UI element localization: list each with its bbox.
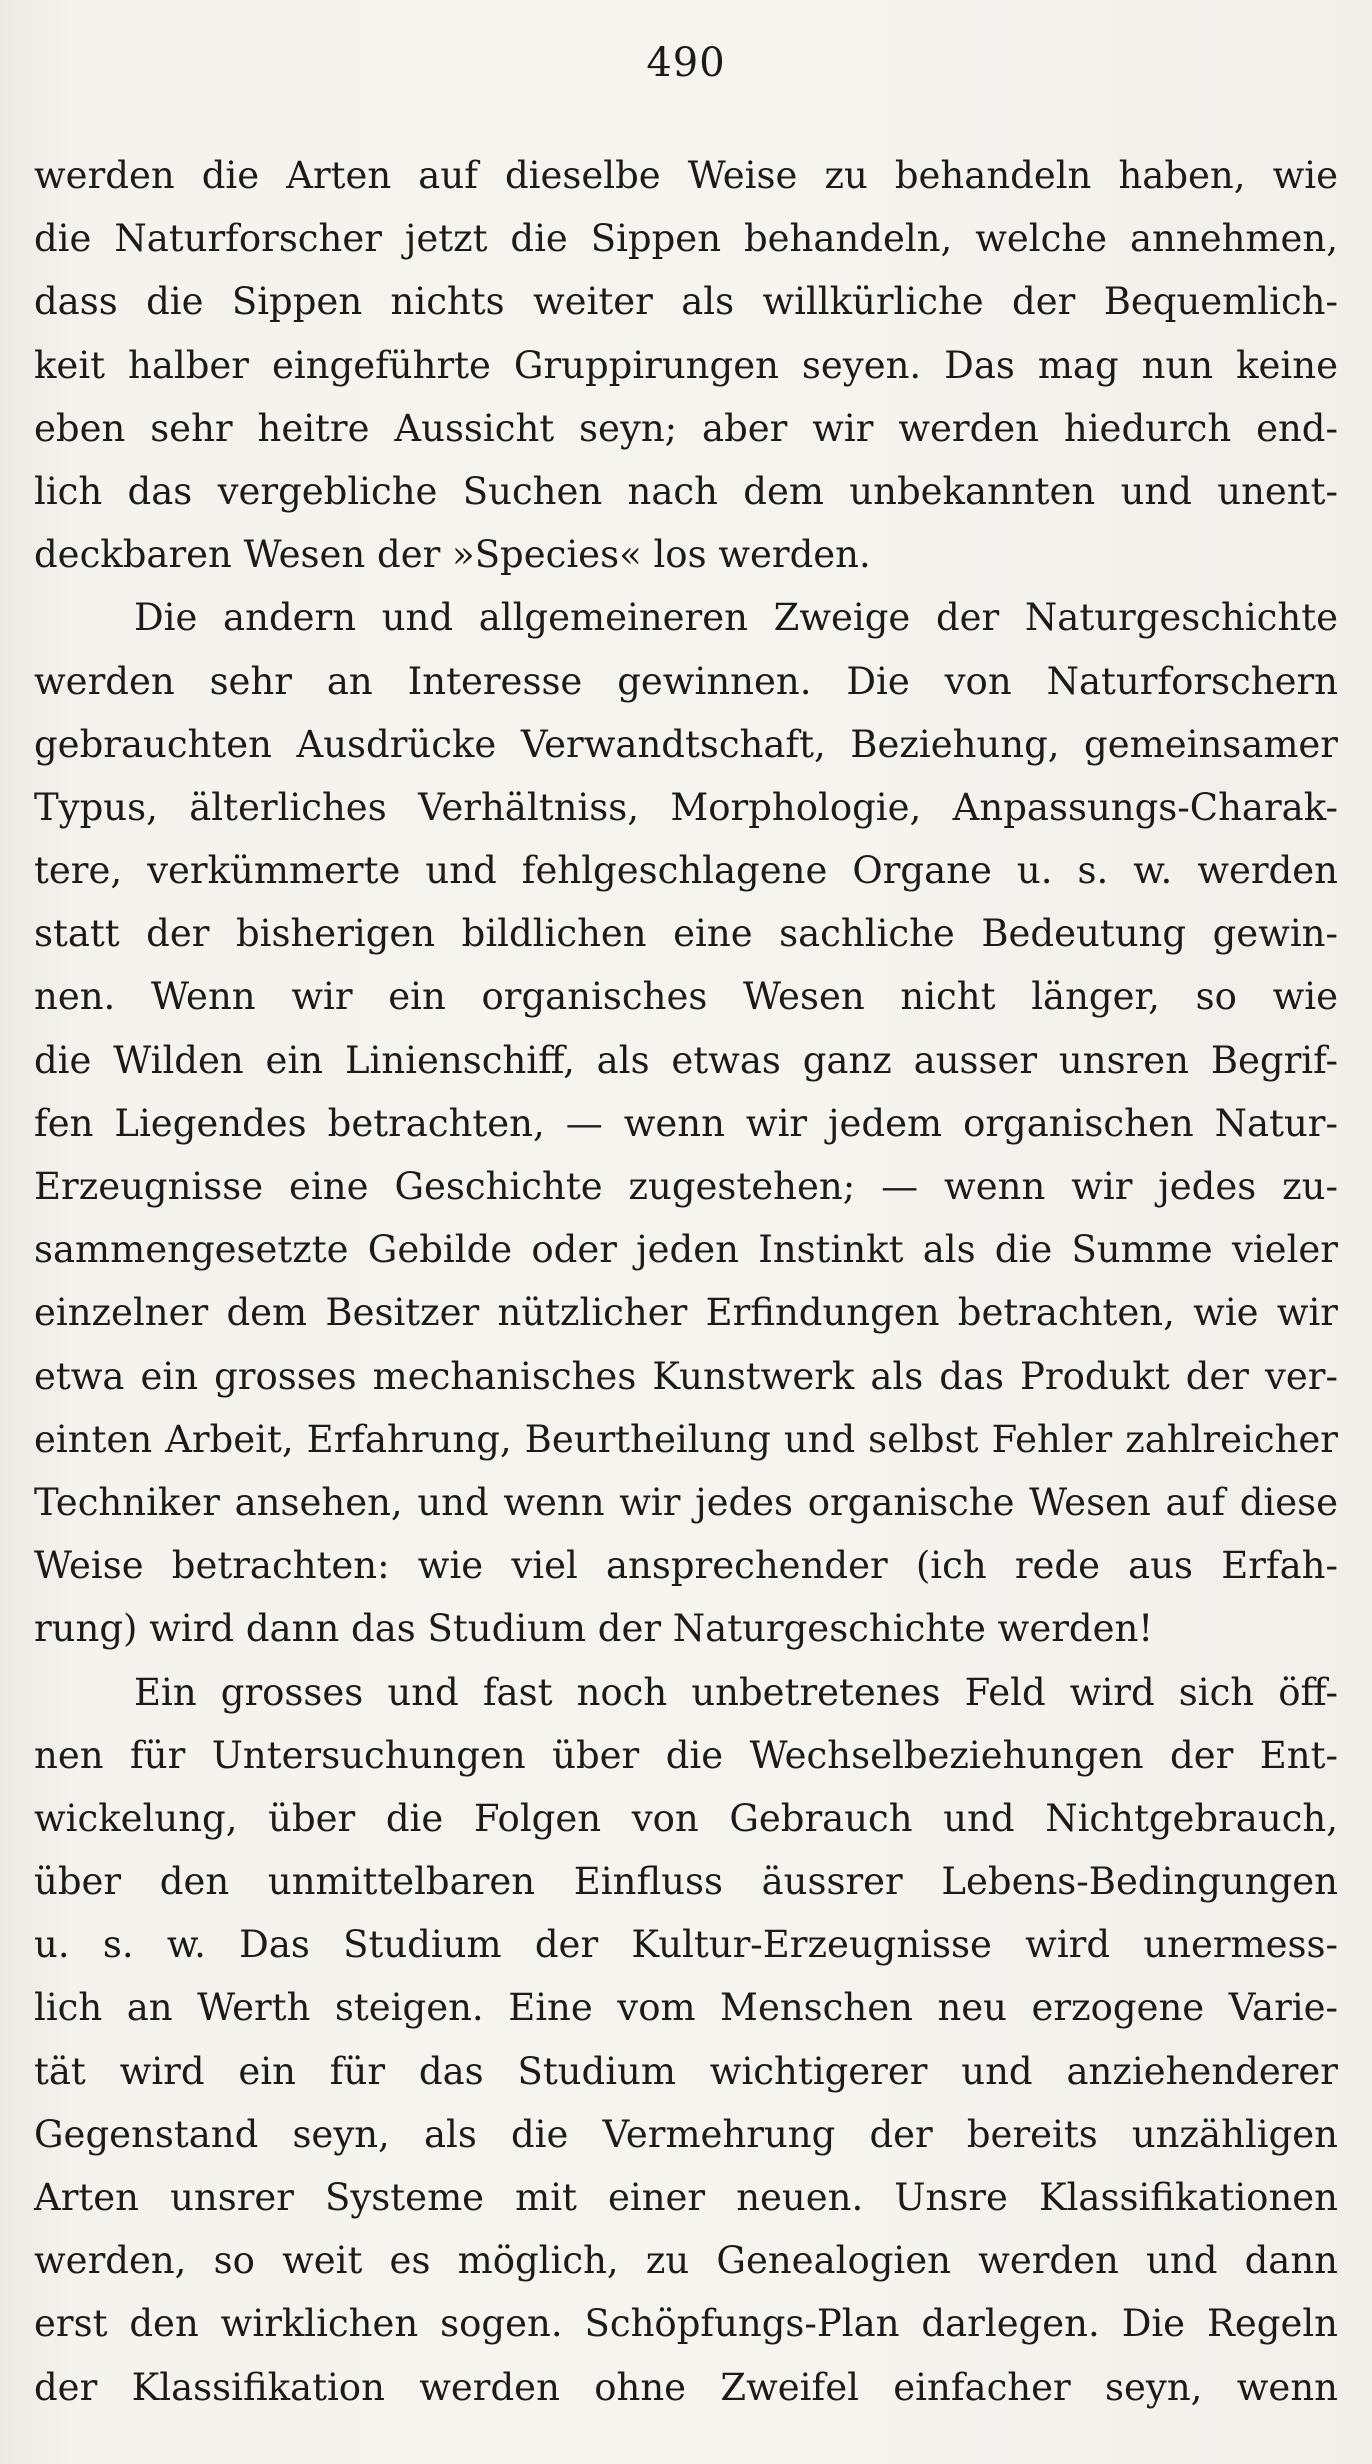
text-line: keit halber eingeführte Gruppirungen seyen. Das mag nun keine	[34, 343, 1338, 387]
text-line: lich das vergebliche Suchen nach dem unbekannten und unent-	[34, 469, 1338, 513]
text-line: werden die Arten auf dieselbe Weise zu behandeln haben, wie	[34, 154, 1338, 197]
text-line: u. s. w. Das Studium der Kultur-Erzeugnisse wird unermess-	[34, 1923, 1338, 1967]
text-line: erst den wirklichen sogen. Schöpfungs-Plan darlegen. Die Regeln	[34, 2302, 1338, 2346]
text-line: rung) wird dann das Studium der Naturgeschichte werden!	[34, 1607, 1154, 1651]
text-line: wickelung, über die Folgen von Gebrauch und Nichtgebrauch,	[34, 1796, 1338, 1840]
text-line: einzelner dem Besitzer nützlicher Erfindungen betrachten, wie wir	[34, 1291, 1338, 1335]
text-line: Ein grosses und fast noch unbetretenes Feld wird sich öff-	[134, 1670, 1338, 1714]
text-line: gebrauchten Ausdrücke Verwandtschaft, Beziehung, gemeinsamer	[34, 722, 1338, 766]
text-line: nen für Untersuchungen über die Wechselbeziehungen der Ent-	[34, 1733, 1338, 1777]
text-line: statt der bisherigen bildlichen eine sachliche Bedeutung gewin-	[34, 912, 1338, 956]
text-line: deckbaren Wesen der »Species« los werden.	[34, 533, 871, 577]
text-line: die Wilden ein Linienschiff, als etwas ganz ausser unsren Begrif-	[34, 1038, 1338, 1082]
text-line: Die andern und allgemeineren Zweige der Naturgeschichte	[134, 596, 1338, 640]
text-line: Gegenstand seyn, als die Vermehrung der bereits unzähligen	[34, 2112, 1338, 2156]
text-line: Typus, älterliches Verhältniss, Morphologie, Anpassungs-Charak-	[34, 785, 1338, 829]
body-text	[34, 144, 1338, 2419]
text-line: die Naturforscher jetzt die Sippen behandeln, welche annehmen,	[34, 217, 1338, 261]
paragraph	[34, 144, 1338, 586]
text-line: tät wird ein für das Studium wichtigerer und anziehenderer	[34, 2049, 1338, 2093]
text-line: über den unmittelbaren Einfluss äussrer Lebens-Bedingungen	[34, 1860, 1338, 1904]
text-line: Arten unsrer Systeme mit einer neuen. Unsre Klassifikationen	[34, 2176, 1338, 2219]
text-line: einten Arbeit, Erfahrung, Beurtheilung und selbst Fehler zahlreicher	[34, 1417, 1338, 1461]
page-number: 490	[646, 40, 726, 86]
text-line: sammengesetzte Gebilde oder jeden Instinkt als die Summe vieler	[34, 1228, 1338, 1272]
text-line: werden, so weit es möglich, zu Genealogien werden und dann	[34, 2239, 1338, 2283]
text-line: werden sehr an Interesse gewinnen. Die von Naturforschern	[34, 659, 1338, 703]
text-line: etwa ein grosses mechanisches Kunstwerk als das Produkt der ver-	[34, 1354, 1338, 1398]
text-line: Weise betrachten: wie viel ansprechender (ich rede aus Erfah-	[34, 1544, 1338, 1588]
text-line: Erzeugnisse eine Geschichte zugestehen; — wenn wir jedes zu-	[34, 1165, 1338, 1208]
text-line: dass die Sippen nichts weiter als willkürliche der Bequemlich-	[34, 280, 1338, 324]
text-line: eben sehr heitre Aussicht seyn; aber wir werden hiedurch end-	[34, 406, 1338, 450]
text-line: Techniker ansehen, und wenn wir jedes organische Wesen auf diese	[34, 1480, 1338, 1524]
text-line: nen. Wenn wir ein organisches Wesen nicht länger, so wie	[34, 975, 1338, 1019]
text-line: der Klassifikation werden ohne Zweifel einfacher seyn, wenn	[34, 2365, 1338, 2409]
text-line: tere, verkümmerte und fehlgeschlagene Organe u. s. w. werden	[34, 849, 1338, 893]
text-line: fen Liegendes betrachten, — wenn wir jedem organischen Natur-	[34, 1101, 1338, 1145]
paragraph	[34, 1661, 1338, 2419]
text-line: lich an Werth steigen. Eine vom Menschen neu erzogene Varie-	[34, 1986, 1338, 2030]
paragraph	[34, 586, 1338, 1660]
